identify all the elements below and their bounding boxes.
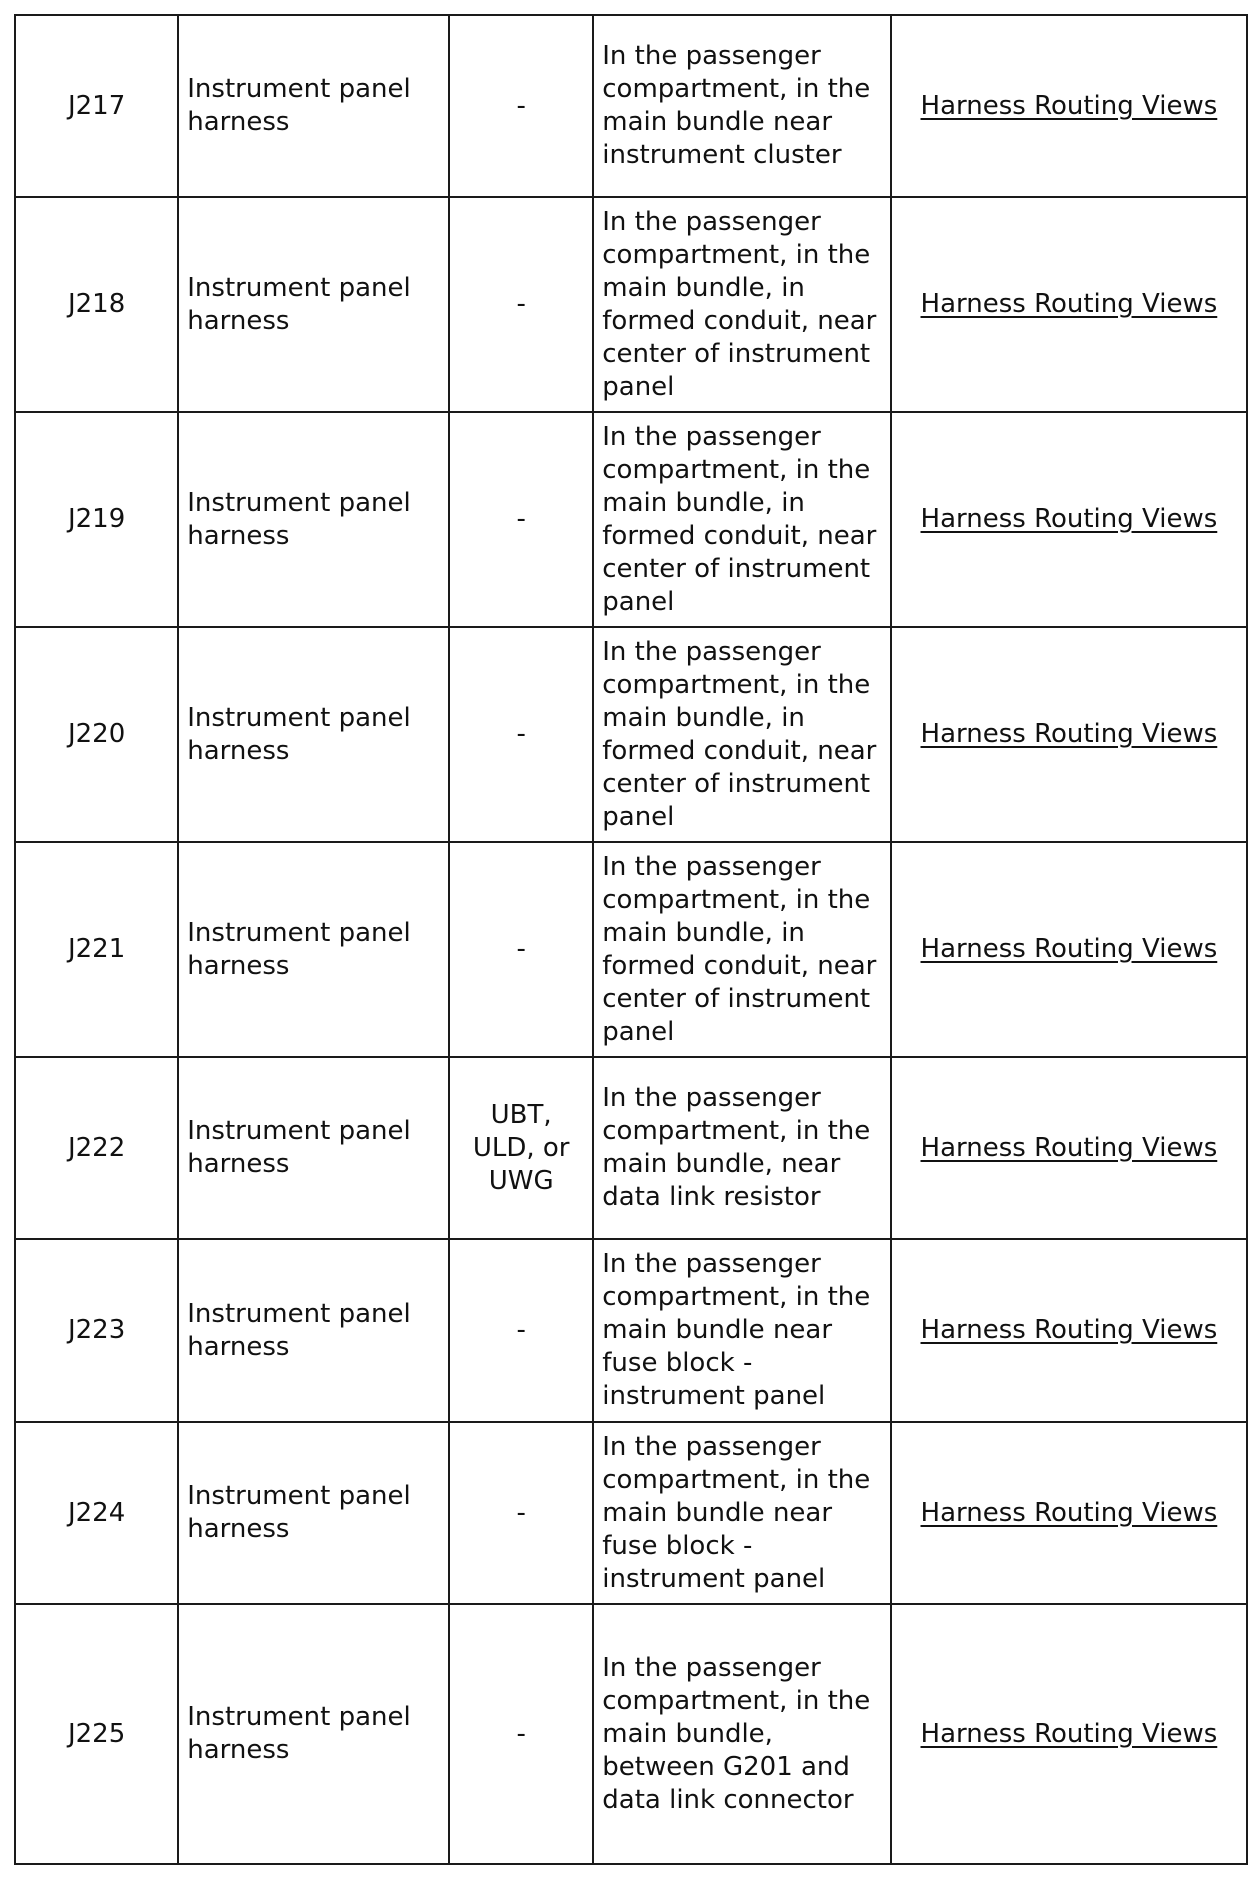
harness-name: Instrument panel harness [178, 1422, 449, 1604]
harness-routing-views-link[interactable]: Harness Routing Views [920, 90, 1218, 121]
location-description: In the passenger compartment, in the main bundle, in formed conduit, near center of instrument panel [593, 412, 891, 627]
option-code: - [449, 412, 593, 627]
connector-id: J218 [15, 197, 178, 412]
harness-name: Instrument panel harness [178, 1604, 449, 1864]
location-description: In the passenger compartment, in the main bundle, between G201 and data link connector [593, 1604, 891, 1864]
harness-routing-views-link[interactable]: Harness Routing Views [920, 934, 1218, 964]
table-row [15, 412, 1247, 627]
location-description: In the passenger compartment, in the main bundle, near data link resistor [593, 1057, 891, 1239]
harness-name: Instrument panel harness [178, 197, 449, 412]
table-row [15, 1239, 1247, 1422]
option-code: UBT, ULD, or UWG [449, 1057, 593, 1239]
harness-name: Instrument panel harness [178, 1057, 449, 1239]
table-row [15, 1057, 1247, 1239]
table-row [15, 197, 1247, 412]
harness-name: Instrument panel harness [178, 412, 449, 627]
option-code: - [449, 1604, 593, 1864]
option-code: - [449, 15, 593, 197]
harness-routing-views-link[interactable]: Harness Routing Views [920, 1497, 1218, 1528]
harness-routing-views-link[interactable]: Harness Routing Views [920, 1315, 1218, 1345]
harness-name: Instrument panel harness [178, 15, 449, 197]
location-description: In the passenger compartment, in the main bundle, in formed conduit, near center of instrument panel [593, 197, 891, 412]
harness-routing-views-link[interactable]: Harness Routing Views [920, 719, 1218, 749]
location-description: In the passenger compartment, in the main bundle near instrument cluster [593, 15, 891, 197]
table-row [15, 627, 1247, 842]
connector-id: J219 [15, 412, 178, 627]
connector-id: J221 [15, 842, 178, 1057]
location-description: In the passenger compartment, in the main bundle, in formed conduit, near center of instrument panel [593, 627, 891, 842]
connector-id: J222 [15, 1057, 178, 1239]
view-cell [891, 197, 1247, 412]
harness-routing-views-link[interactable]: Harness Routing Views [920, 289, 1218, 319]
location-description: In the passenger compartment, in the main bundle, in formed conduit, near center of instrument panel [593, 842, 891, 1057]
harness-routing-views-link[interactable]: Harness Routing Views [920, 1132, 1218, 1163]
view-cell [891, 1604, 1247, 1864]
view-cell [891, 627, 1247, 842]
connector-id: J220 [15, 627, 178, 842]
table-row [15, 842, 1247, 1057]
connector-id: J217 [15, 15, 178, 197]
view-cell [891, 1422, 1247, 1604]
view-cell [891, 15, 1247, 197]
view-cell [891, 1057, 1247, 1239]
connector-id: J223 [15, 1239, 178, 1422]
location-description: In the passenger compartment, in the main bundle near fuse block - instrument panel [593, 1239, 891, 1422]
harness-name: Instrument panel harness [178, 842, 449, 1057]
table-row [15, 1422, 1247, 1604]
table-row [15, 15, 1247, 197]
option-code: - [449, 627, 593, 842]
location-description: In the passenger compartment, in the main bundle near fuse block - instrument panel [593, 1422, 891, 1604]
option-code: - [449, 842, 593, 1057]
view-cell [891, 412, 1247, 627]
table-row [15, 1604, 1247, 1864]
harness-name: Instrument panel harness [178, 627, 449, 842]
option-code: - [449, 1239, 593, 1422]
connector-id: J224 [15, 1422, 178, 1604]
harness-routing-views-link[interactable]: Harness Routing Views [920, 504, 1218, 534]
view-cell [891, 1239, 1247, 1422]
option-code: - [449, 1422, 593, 1604]
splice-location-table [14, 14, 1248, 1865]
view-cell [891, 842, 1247, 1057]
harness-routing-views-link[interactable]: Harness Routing Views [920, 1718, 1218, 1749]
connector-id: J225 [15, 1604, 178, 1864]
option-code: - [449, 197, 593, 412]
harness-name: Instrument panel harness [178, 1239, 449, 1422]
